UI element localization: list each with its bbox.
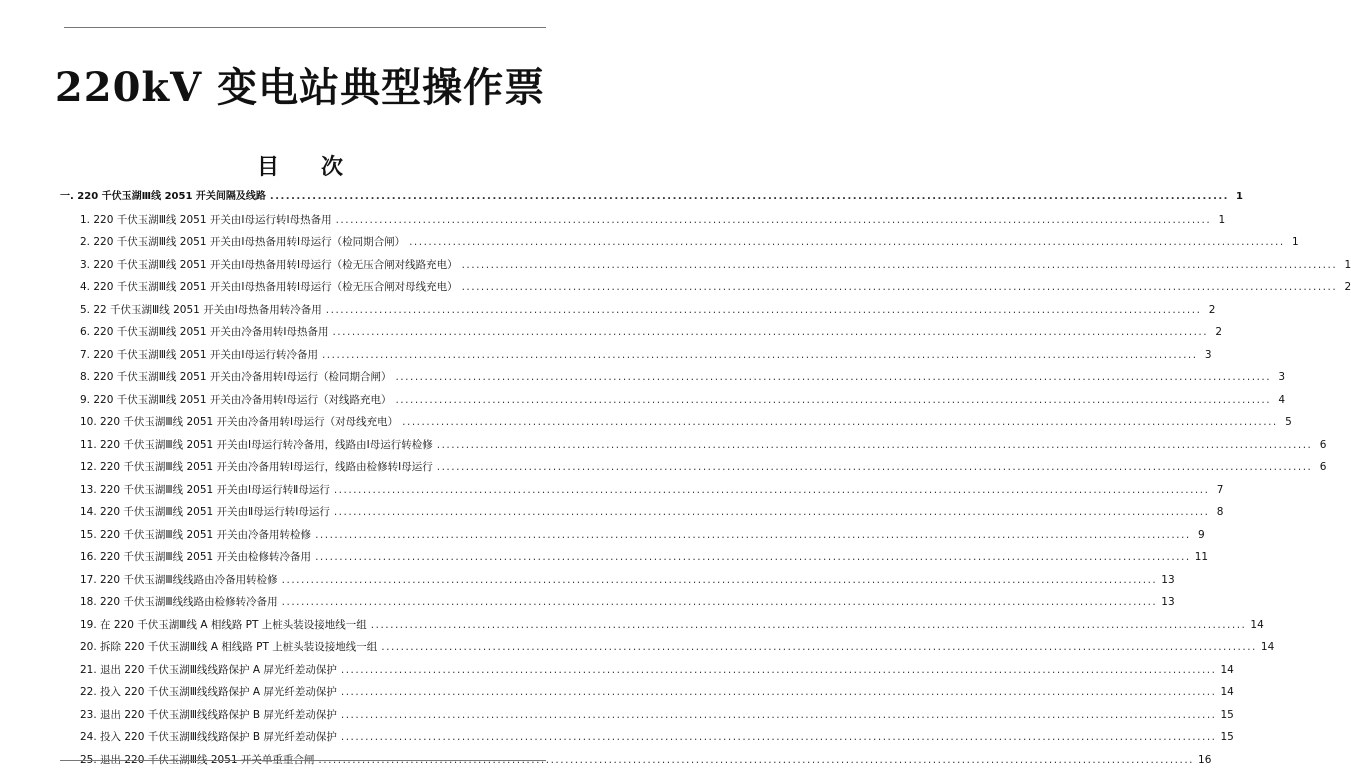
toc-item-label: 21. 退出 220 千伏玉湖Ⅲ线线路保护 A 屏光纤差动保护 <box>80 659 337 682</box>
toc-item-page: 4 <box>1275 389 1285 412</box>
toc-item-label: 23. 退出 220 千伏玉湖Ⅲ线线路保护 B 屏光纤差动保护 <box>80 704 337 727</box>
toc-item-page: 9 <box>1195 524 1205 547</box>
toc-item-page: 14 <box>1220 659 1233 682</box>
toc-item-label: 8. 220 千伏玉湖Ⅲ线 2051 开关由冷备用转Ⅰ母运行（检同期合闸） <box>80 366 391 389</box>
toc-item-label: 19. 在 220 千伏玉湖Ⅲ线 A 相线路 PT 上桩头装设接地线一组 <box>80 614 367 637</box>
toc-item-label: 25. 退出 220 千伏玉湖Ⅲ线 2051 开关单重重合闸 <box>80 749 314 771</box>
toc-item-label: 20. 拆除 220 千伏玉湖Ⅲ线 A 相线路 PT 上桩头装设接地线一组 <box>80 636 377 659</box>
toc-item-page: 1 <box>1215 209 1225 232</box>
toc-item[interactable] <box>60 456 544 479</box>
toc-leader-dots <box>322 344 1198 367</box>
toc-item[interactable] <box>60 231 544 254</box>
toc-leader-dots <box>409 231 1285 254</box>
toc-item-page: 11 <box>1195 546 1208 569</box>
header-rule <box>64 27 546 28</box>
toc-item-page: 7 <box>1213 479 1223 502</box>
toc-item-page: 13 <box>1161 591 1174 614</box>
toc-item-page: 3 <box>1275 366 1285 389</box>
toc-item-label: 6. 220 千伏玉湖Ⅲ线 2051 开关由冷备用转Ⅰ母热备用 <box>80 321 328 344</box>
footer-rule <box>60 760 546 761</box>
toc-item[interactable] <box>60 389 544 412</box>
table-of-contents <box>60 186 544 771</box>
toc-heading: 目次 <box>0 154 600 182</box>
toc-item[interactable] <box>60 276 544 299</box>
toc-item-page: 13 <box>1161 569 1174 592</box>
toc-item[interactable] <box>60 479 544 502</box>
toc-item-page: 6 <box>1316 456 1326 479</box>
toc-item[interactable] <box>60 411 544 434</box>
toc-item-page: 2 <box>1341 276 1351 299</box>
toc-item-page: 6 <box>1316 434 1326 457</box>
toc-leader-dots <box>326 299 1202 322</box>
toc-item-page: 1 <box>1289 231 1299 254</box>
toc-item[interactable] <box>60 546 544 569</box>
toc-item-page: 2 <box>1205 299 1215 322</box>
toc-item-page: 3 <box>1202 344 1212 367</box>
toc-item-label: 2. 220 千伏玉湖Ⅲ线 2051 开关由Ⅰ母热备用转Ⅰ母运行（检同期合闸） <box>80 231 405 254</box>
toc-item-label: 11. 220 千伏玉湖Ⅲ线 2051 开关由Ⅰ母运行转冷备用，线路由Ⅰ母运行转检修 <box>80 434 433 457</box>
toc-item-label: 1. 220 千伏玉湖Ⅲ线 2051 开关由Ⅰ母运行转Ⅰ母热备用 <box>80 209 332 232</box>
toc-leader-dots <box>282 569 1158 592</box>
toc-leader-dots <box>402 411 1278 434</box>
toc-item-label: 3. 220 千伏玉湖Ⅲ线 2051 开关由Ⅰ母热备用转Ⅰ母运行（检无压合闸对线路充电） <box>80 254 458 277</box>
toc-leader-dots <box>381 636 1257 659</box>
toc-section-label: 一. 220 千伏玉湖Ⅲ线 2051 开关间隔及线路 <box>60 186 266 209</box>
toc-item[interactable] <box>60 254 544 277</box>
toc-leader-dots <box>332 321 1208 344</box>
toc-item-page: 16 <box>1198 749 1211 771</box>
toc-item[interactable] <box>60 209 544 232</box>
toc-item[interactable] <box>60 636 544 659</box>
toc-item[interactable] <box>60 299 544 322</box>
toc-item-label: 24. 投入 220 千伏玉湖Ⅲ线线路保护 B 屏光纤差动保护 <box>80 726 337 749</box>
toc-section-row[interactable] <box>60 186 544 209</box>
toc-item[interactable] <box>60 366 544 389</box>
toc-leader-dots <box>462 254 1338 277</box>
toc-leader-dots <box>437 434 1313 457</box>
toc-item-label: 17. 220 千伏玉湖Ⅲ线线路由冷备用转检修 <box>80 569 278 592</box>
toc-leader-dots <box>315 524 1191 547</box>
toc-item[interactable] <box>60 524 544 547</box>
toc-item-page: 15 <box>1221 726 1234 749</box>
toc-leader-dots <box>395 389 1271 412</box>
toc-item-page: 14 <box>1220 681 1233 704</box>
toc-item[interactable] <box>60 614 544 637</box>
toc-item[interactable] <box>60 704 544 727</box>
toc-leader-dots <box>282 591 1158 614</box>
toc-leader-dots <box>336 209 1212 232</box>
toc-leader-dots <box>462 276 1338 299</box>
toc-leader-dots <box>341 704 1217 727</box>
toc-item-page: 14 <box>1250 614 1263 637</box>
toc-item[interactable] <box>60 681 544 704</box>
toc-item-label: 10. 220 千伏玉湖Ⅲ线 2051 开关由冷备用转Ⅰ母运行（对母线充电） <box>80 411 398 434</box>
toc-item-page: 1 <box>1341 254 1351 277</box>
toc-leader-dots <box>334 501 1210 524</box>
toc-leader-dots <box>270 186 1229 209</box>
toc-leader-dots <box>371 614 1247 637</box>
toc-item-label: 9. 220 千伏玉湖Ⅲ线 2051 开关由冷备用转Ⅰ母运行（对线路充电） <box>80 389 391 412</box>
document-title: 220kV 变电站典型操作票 <box>0 62 600 114</box>
toc-item-label: 5. 22 千伏玉湖Ⅲ线 2051 开关由Ⅰ母热备用转冷备用 <box>80 299 322 322</box>
toc-item[interactable] <box>60 344 544 367</box>
toc-item-label: 22. 投入 220 千伏玉湖Ⅲ线线路保护 A 屏光纤差动保护 <box>80 681 337 704</box>
toc-item[interactable] <box>60 321 544 344</box>
toc-item-label: 12. 220 千伏玉湖Ⅲ线 2051 开关由冷备用转Ⅰ母运行，线路由检修转Ⅰ母运行 <box>80 456 433 479</box>
toc-item[interactable] <box>60 659 544 682</box>
toc-item-page: 5 <box>1282 411 1292 434</box>
toc-leader-dots <box>437 456 1313 479</box>
toc-item-label: 14. 220 千伏玉湖Ⅲ线 2051 开关由Ⅱ母运行转Ⅰ母运行 <box>80 501 330 524</box>
toc-section-page: 1 <box>1233 186 1243 209</box>
toc-item-label: 16. 220 千伏玉湖Ⅲ线 2051 开关由检修转冷备用 <box>80 546 311 569</box>
toc-item[interactable] <box>60 726 544 749</box>
toc-item-label: 18. 220 千伏玉湖Ⅲ线线路由检修转冷备用 <box>80 591 278 614</box>
toc-item[interactable] <box>60 569 544 592</box>
toc-item-page: 15 <box>1221 704 1234 727</box>
toc-item[interactable] <box>60 434 544 457</box>
toc-item-label: 7. 220 千伏玉湖Ⅲ线 2051 开关由Ⅰ母运行转冷备用 <box>80 344 318 367</box>
toc-item-label: 4. 220 千伏玉湖Ⅲ线 2051 开关由Ⅰ母热备用转Ⅰ母运行（检无压合闸对母线充电） <box>80 276 458 299</box>
toc-item-label: 13. 220 千伏玉湖Ⅲ线 2051 开关由Ⅰ母运行转Ⅱ母运行 <box>80 479 330 502</box>
toc-item-page: 8 <box>1213 501 1223 524</box>
toc-item[interactable] <box>60 591 544 614</box>
toc-item-label: 15. 220 千伏玉湖Ⅲ线 2051 开关由冷备用转检修 <box>80 524 311 547</box>
toc-leader-dots <box>341 726 1217 749</box>
toc-leader-dots <box>341 659 1217 682</box>
toc-leader-dots <box>341 681 1217 704</box>
toc-leader-dots <box>315 546 1191 569</box>
toc-leader-dots <box>395 366 1271 389</box>
toc-leader-dots <box>334 479 1210 502</box>
toc-item-page: 2 <box>1212 321 1222 344</box>
toc-item-page: 14 <box>1261 636 1274 659</box>
toc-item[interactable] <box>60 501 544 524</box>
